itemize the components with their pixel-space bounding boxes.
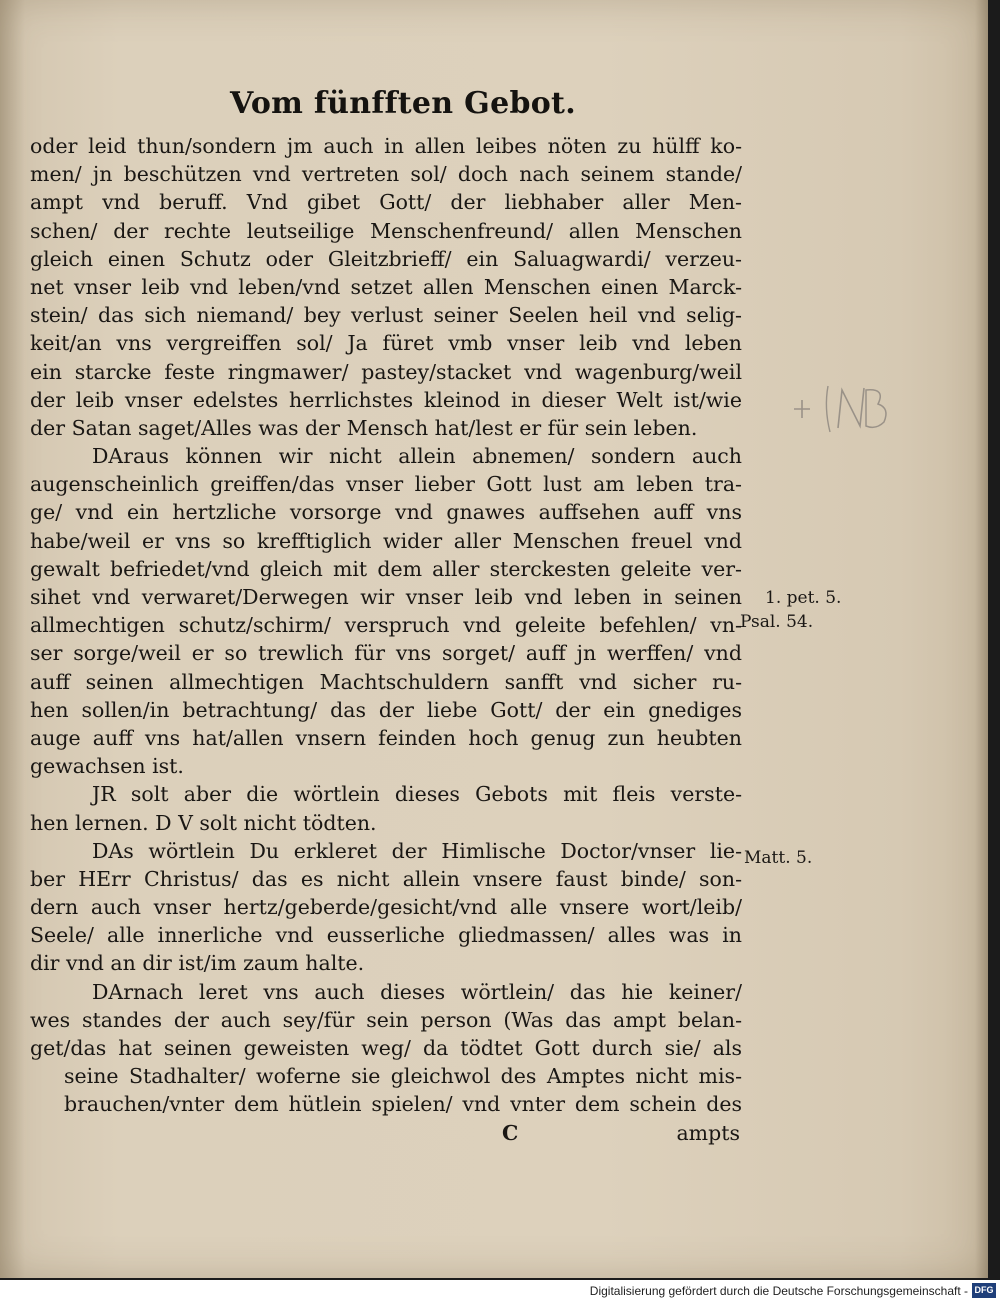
text-line: ampt vnd beruff. Vnd gibet Gott/ der liebhaber aller Men- — [30, 190, 742, 215]
text-line: augenscheinlich greiffen/das vnser lieber Gott lust am leben tra- — [30, 472, 742, 497]
text-line: men/ jn beschützen vnd vertreten sol/ doch nach seinem stande/ — [30, 162, 742, 187]
text-line: gewalt befriedet/vnd gleich mit dem aller sterckesten geleite ver- — [30, 556, 742, 581]
text-line: hen sollen/in betrachtung/ das der liebe Gott/ der ein gnediges — [30, 697, 742, 722]
text-line: seine Stadhalter/ woferne sie gleichwol des Amptes nicht mis- — [64, 1064, 742, 1089]
text-line: ein starcke feste ringmawer/ pastey/stacket vnd wagenburg/weil — [30, 359, 742, 384]
body-text — [30, 132, 742, 1147]
text-line: DAraus können wir nicht allein abnemen/ sondern auch — [92, 444, 742, 469]
text-line: hen lernen. D V solt nicht tödten. — [30, 810, 377, 835]
text-line: DArnach leret vns auch dieses wörtlein/ das hie keiner/ — [92, 979, 742, 1004]
margin-note-1-pet: 1. pet. 5. — [765, 588, 842, 608]
text-line: der leib vnser edelstes herrlichstes kleinod in dieser Welt ist/wie — [30, 387, 742, 412]
footer-credit: Digitalisierung gefördert durch die Deutsche Forschungsgemeinschaft - — [589, 1284, 968, 1298]
text-line: Seele/ alle innerliche vnd eusserliche gliedmassen/ alles was in — [30, 923, 742, 948]
text-line: oder leid thun/sondern jm auch in allen leibes nöten zu hülff ko- — [30, 134, 742, 158]
text-line: net vnser leib vnd leben/vnd setzet allen Menschen einen Marck- — [30, 274, 742, 299]
margin-note-matt: Matt. 5. — [744, 848, 813, 868]
running-head: Vom fünfften Gebot. — [230, 86, 576, 121]
text-line: dir vnd an dir ist/im zaum halte. — [30, 951, 365, 976]
text-line: ge/ vnd ein hertzliche vorsorge vnd gnawes auffsehen auff vns — [30, 500, 742, 525]
text-line: gewachsen ist. — [30, 754, 184, 779]
text-line: stein/ das sich niemand/ bey verlust seiner Seelen heil vnd selig- — [30, 303, 742, 328]
text-line: ber HErr Christus/ das es nicht allein vnsere faust binde/ son- — [30, 866, 742, 891]
pencil-annotation-nb — [790, 378, 900, 438]
text-line: DAs wörtlein Du erkleret der Himlische Doctor/vnser lie- — [92, 838, 742, 863]
text-line: habe/weil er vns so krefftiglich wider aller Menschen freuel vnd — [30, 528, 742, 553]
text-line: schen/ der rechte leutseilige Menschenfreund/ allen Menschen — [30, 218, 742, 243]
text-line: sihet vnd verwaret/Derwegen wir vnser leib vnd leben in seinen — [30, 585, 742, 609]
catchword: ampts — [676, 1120, 740, 1145]
text-line: ser sorge/weil er so trewlich für vns sorget/ auff jn werffen/ vnd — [30, 641, 742, 666]
text-line: auff seinen allmechtigen Machtschuldern sanfft vnd sicher ru- — [30, 669, 742, 694]
text-line: get/das hat seinen geweisten weg/ da tödtet Gott durch sie/ als — [30, 1036, 742, 1060]
text-line: allmechtigen schutz/schirm/ verspruch vnd geleite befehlen/ vn- — [30, 613, 742, 638]
text-line: gleich einen Schutz oder Gleitzbrieff/ ein Saluagwardi/ verzeu- — [30, 246, 742, 271]
margin-note-psal: Psal. 54. — [740, 612, 814, 632]
catchword-line — [30, 1119, 742, 1147]
dfg-logo: DFG — [972, 1283, 996, 1298]
signature-mark: C — [502, 1120, 519, 1145]
text-line: JR solt aber die wörtlein dieses Gebots mit fleis verste- — [92, 782, 742, 807]
text-line: keit/an vns vergreiffen sol/ Ja füret vmb vnser leib vnd leben — [30, 331, 742, 356]
text-line: dern auch vnser hertz/geberde/gesicht/vnd alle vnsere wort/leib/ — [30, 895, 742, 920]
text-line: wes standes der auch sey/für sein person (Was das ampt belan- — [30, 1007, 742, 1032]
text-line: der Satan saget/Alles was der Mensch hat/lest er für sein leben. — [30, 415, 698, 440]
text-line: auge auff vns hat/allen vnsern feinden hoch genug zun heubten — [30, 725, 742, 750]
text-line: brauchen/vnter dem hütlein spielen/ vnd vnter dem schein des — [64, 1092, 742, 1117]
